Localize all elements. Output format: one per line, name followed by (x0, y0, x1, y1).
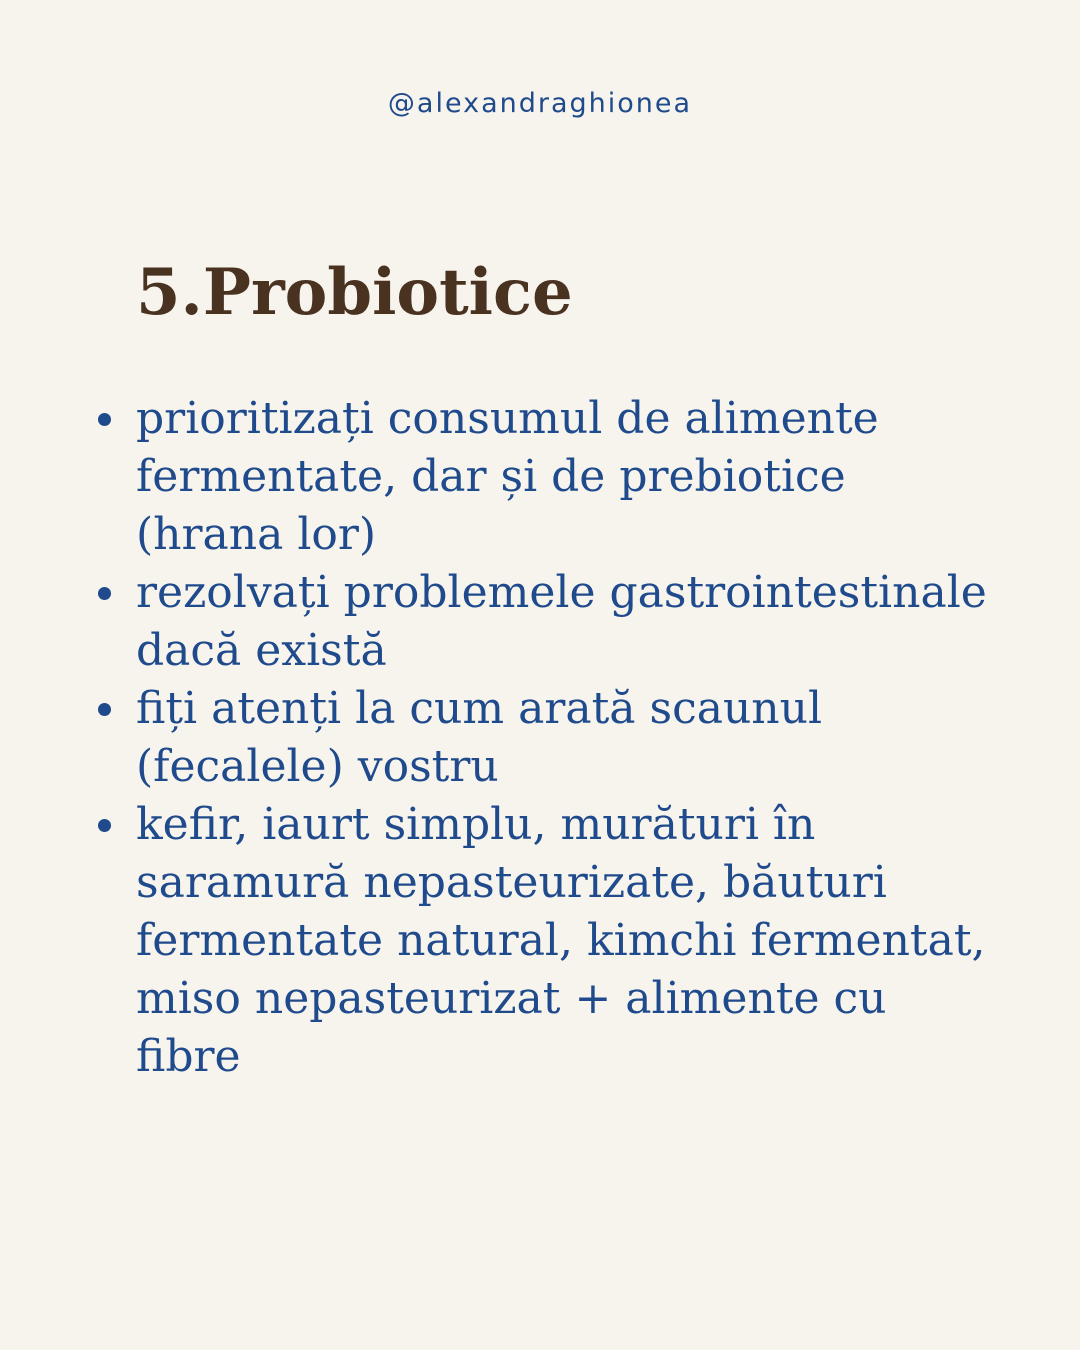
slide-title: 5.Probiotice (136, 255, 573, 330)
list-item (136, 390, 996, 564)
bullet-icon (98, 587, 111, 600)
list-item (136, 680, 996, 796)
bullet-icon (98, 819, 111, 832)
list-item-text: rezolvați problemele gastrointestinale dacă există (136, 567, 987, 676)
list-item-text: fiți atenți la cum arată scaunul (fecalele) vostru (136, 683, 823, 792)
bullet-icon (98, 413, 111, 426)
list-item-text: prioritizați consumul de alimente fermentate, dar și de prebiotice (hrana lor) (136, 393, 879, 560)
list-item-text: kefir, iaurt simplu, murături în saramură nepasteurizate, băuturi fermentate natural, kimchi fermentat, miso nepasteurizat + alimente cu fibre (136, 799, 986, 1082)
bullet-icon (98, 703, 111, 716)
author-handle: @alexandraghionea (387, 88, 693, 119)
list-item (136, 796, 996, 1086)
list-item (136, 564, 996, 680)
bullet-list (136, 390, 996, 1086)
